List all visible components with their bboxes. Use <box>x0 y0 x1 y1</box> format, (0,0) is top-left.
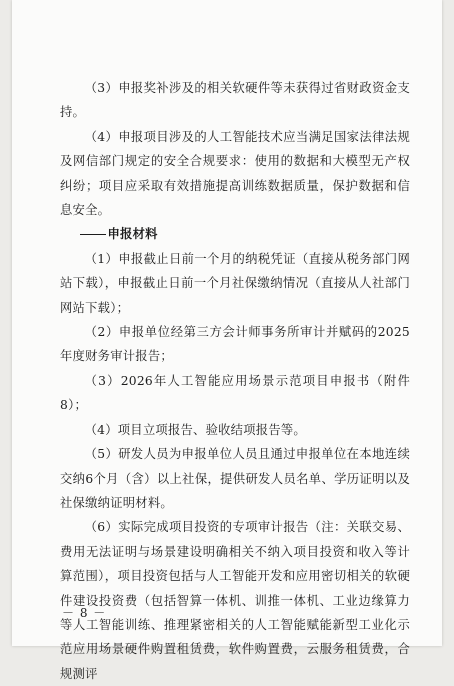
heading-dash <box>80 234 106 235</box>
page-content <box>60 76 410 686</box>
section-heading <box>60 222 410 246</box>
paragraph-material-1: （1）申报截止日前一个月的纳税凭证（直接从税务部门网站下载），申报截止日前一个月社保缴纳情况（直接从人社部门网站下载）； <box>60 251 410 315</box>
document-page <box>12 0 442 681</box>
paragraph-material-5: （5）研发人员为申报单位人员且通过申报单位在本地连续交纳6个月（含）以上社保，提供研发人员名单、学历证明以及社保缴纳证明材料。 <box>60 447 410 510</box>
paragraph-material-6: （6）实际完成项目投资的专项审计报告（注：关联交易、费用无法证明与场景建设明确相关不纳入项目投资和收入等计算范围），项目投资包括与人工智能开发和应用密切相关的软硬件建设投资费（包括智算一体机、训推一体机、工业边缘算力等人工智能训练、推理紧密相关的人工智能赋能新型工业化示范应用场景硬件购置租赁费，软件购置费，云服务租赁费，合规测评 <box>60 520 410 681</box>
paragraph-material-4: （4）项目立项报告、验收结项报告等。 <box>84 422 306 437</box>
paragraph-material-3: （3）2026年人工智能应用场景示范项目申报书（附件8）； <box>60 373 410 413</box>
paragraph-requirement-3: （3）申报奖补涉及的相关软硬件等未获得过省财政资金支持。 <box>60 81 410 120</box>
section-heading-text: 申报材料 <box>107 226 158 242</box>
paragraph-requirement-4: （4）申报项目涉及的人工智能技术应当满足国家法律法规及网信部门规定的安全合规要求：使用的数据和大模型无产权纠纷；项目应采取有效措施提高训练数据质量，保护数据和信息安全。 <box>60 129 410 218</box>
paragraph-material-2: （2）申报单位经第三方会计师事务所审计并赋码的2025年度财务审计报告； <box>60 325 410 364</box>
page-number: － 8 － <box>62 606 107 620</box>
